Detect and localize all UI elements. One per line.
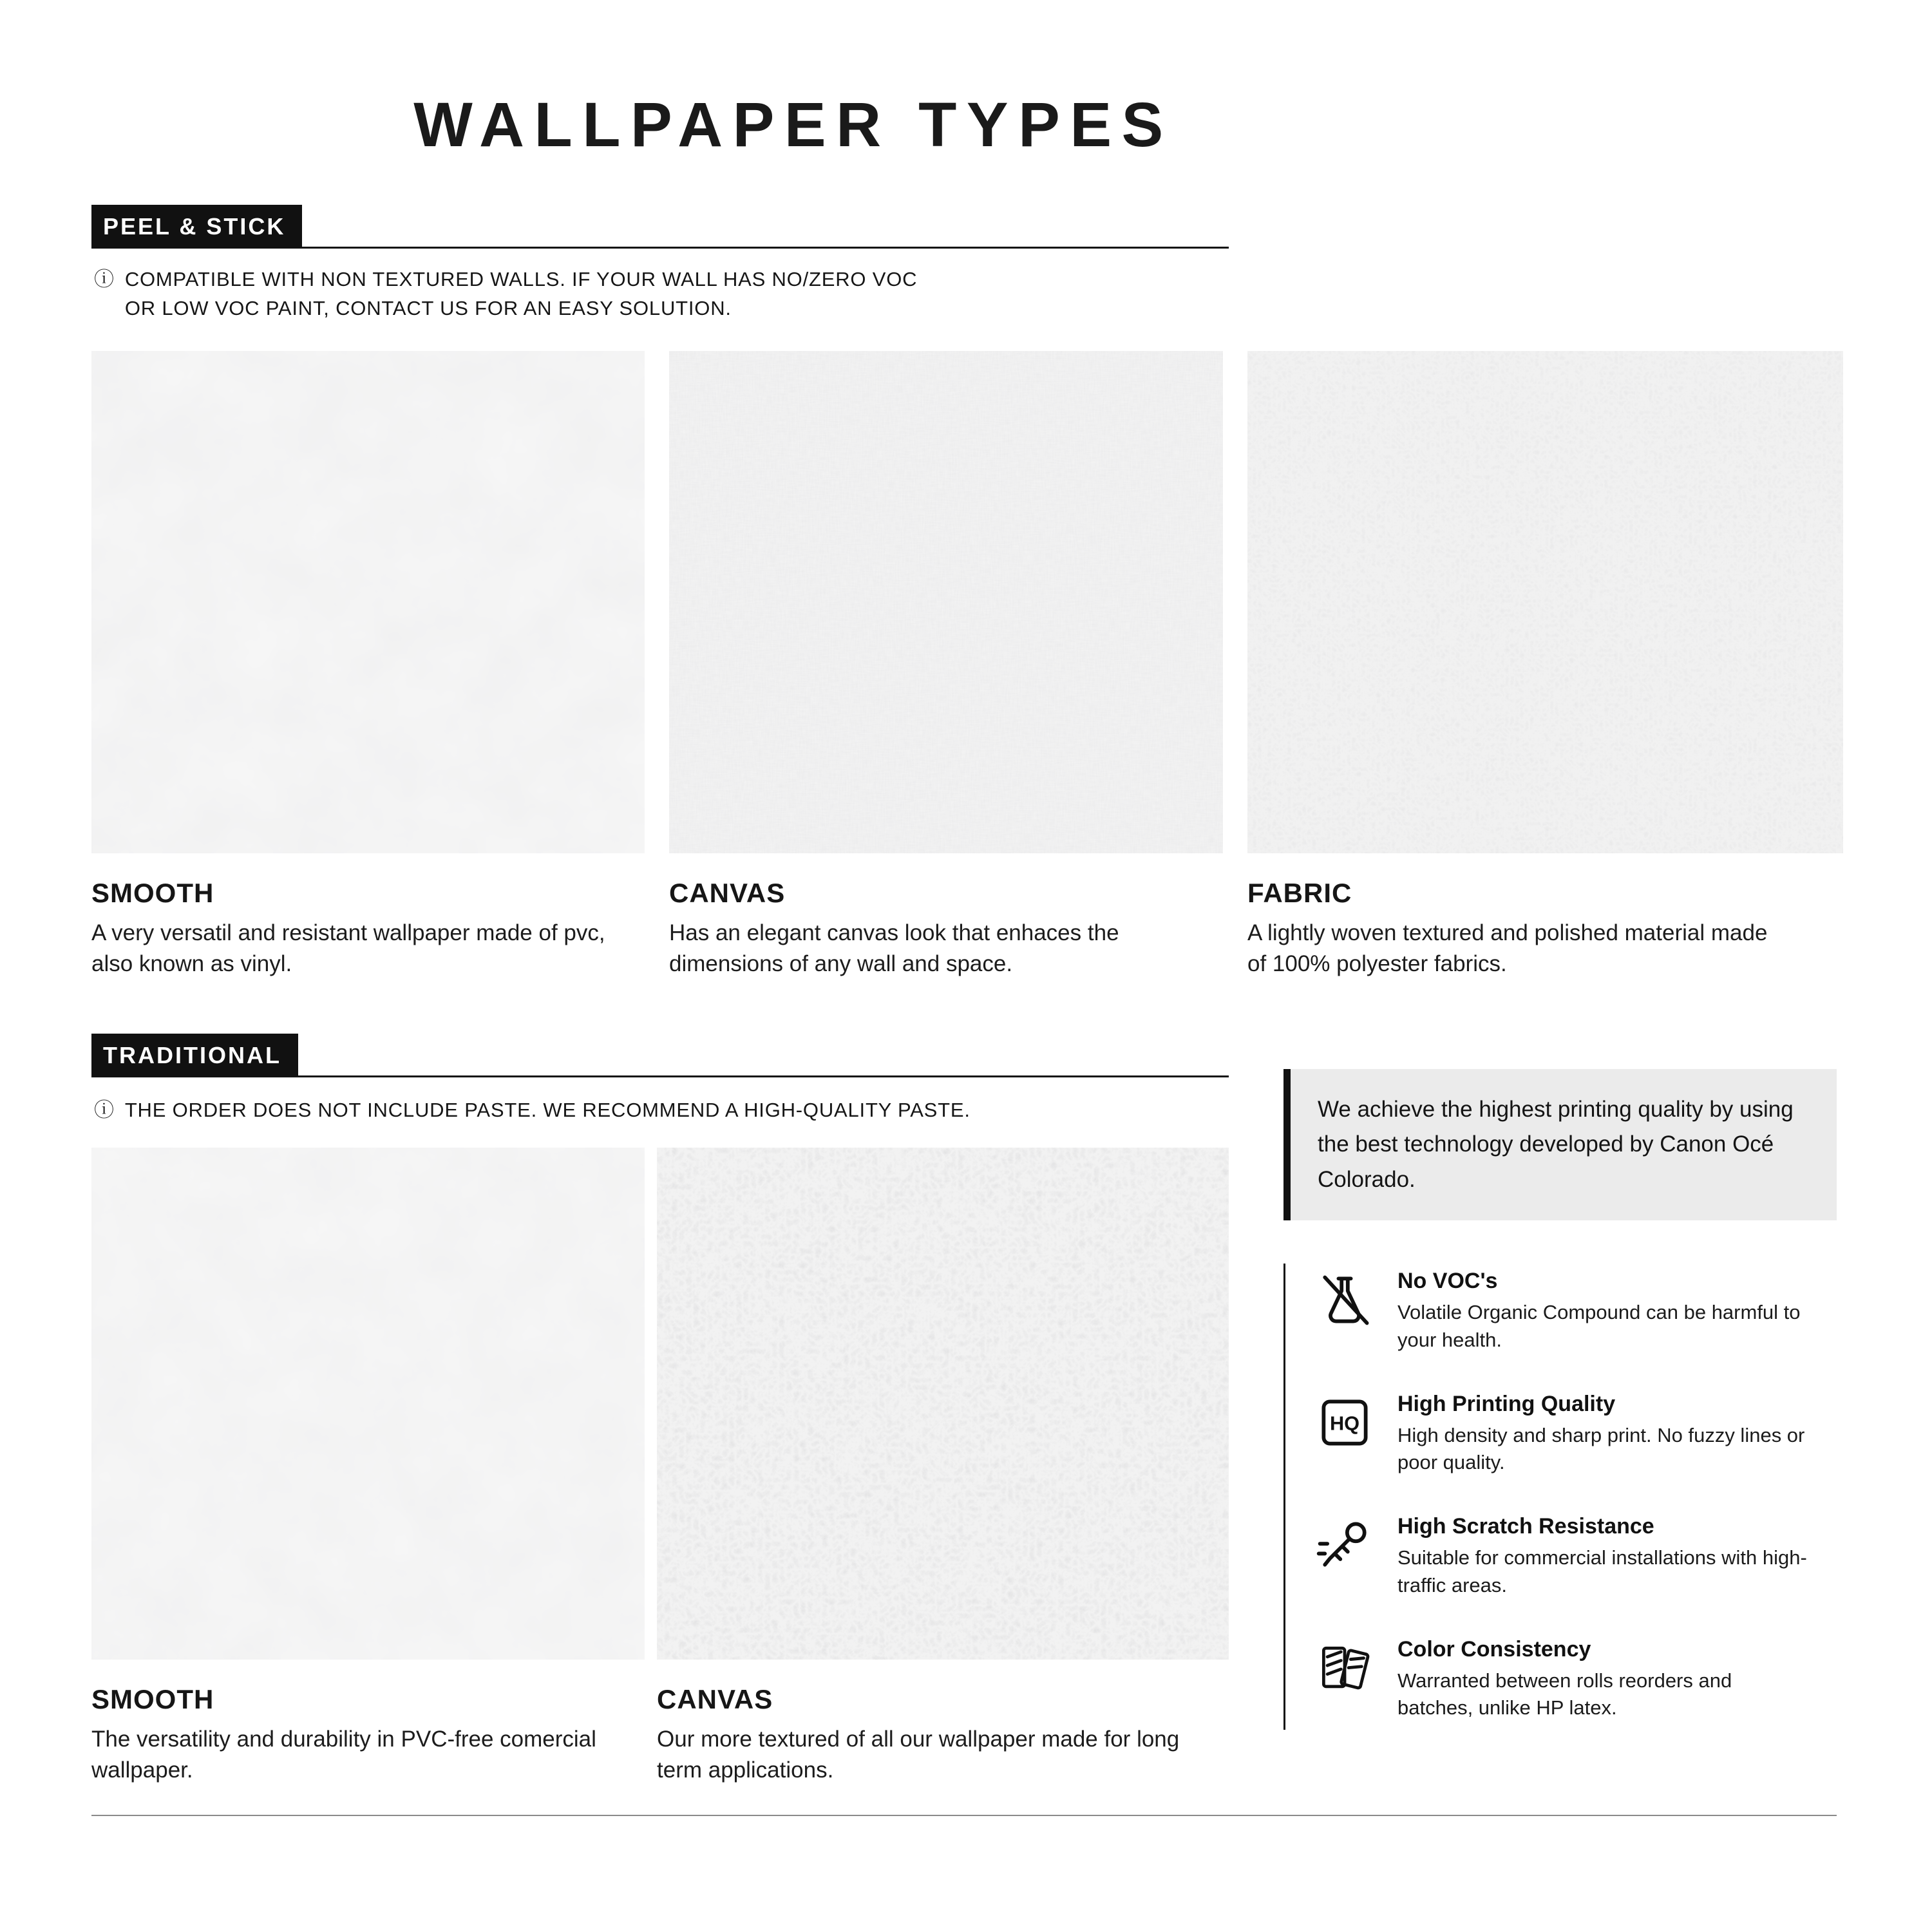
- hq-icon-label: HQ: [1329, 1412, 1360, 1435]
- feature-title: High Scratch Resistance: [1397, 1514, 1654, 1539]
- swatch-name: SMOOTH: [91, 878, 214, 908]
- info-icon: ⓘ: [94, 268, 115, 290]
- note-text-peel-stick: COMPATIBLE WITH NON TEXTURED WALLS. IF YOUR WALL HAS NO/ZERO VOC OR LOW VOC PAINT, CONTACT US FOR AN EASY SOLUTION.: [124, 268, 918, 319]
- feature-title: High Printing Quality: [1397, 1391, 1616, 1416]
- bottom-divider: [91, 1815, 1837, 1816]
- feature-desc: Volatile Organic Compound can be harmful to your health.: [1397, 1301, 1801, 1351]
- hq-icon: [1314, 1392, 1376, 1454]
- feature-high-scratch-resistance: [1285, 1514, 1837, 1600]
- key-scratch-icon: [1314, 1514, 1376, 1576]
- swatch-card-peel-smooth: [91, 351, 645, 980]
- feature-text: [1397, 1514, 1810, 1600]
- swatch-name: FABRIC: [1247, 878, 1352, 908]
- section-label-peel-stick: PEEL & STICK: [91, 205, 302, 249]
- fabric-texture-image: [1247, 351, 1843, 853]
- printing-quality-callout: [1283, 1069, 1837, 1220]
- section-label-traditional: TRADITIONAL: [91, 1034, 298, 1077]
- feature-no-voc: [1285, 1269, 1837, 1354]
- feature-high-printing-quality: [1285, 1392, 1837, 1477]
- feature-text: [1397, 1392, 1810, 1477]
- note-peel-stick: [94, 265, 951, 323]
- feature-color-consistency: [1285, 1637, 1837, 1723]
- note-traditional: [94, 1096, 1227, 1125]
- color-swatch-icon: [1314, 1637, 1376, 1699]
- feature-title: No VOC's: [1397, 1269, 1498, 1293]
- smooth-texture-image: [91, 351, 645, 853]
- feature-text: [1397, 1269, 1810, 1354]
- swatch-card-peel-fabric: [1247, 351, 1843, 980]
- peel-stick-swatch-row: [91, 351, 1843, 980]
- feature-desc: Suitable for commercial installations with high-traffic areas.: [1397, 1546, 1807, 1596]
- swatch-desc: The versatility and durability in PVC-free comercial wallpaper.: [91, 1727, 596, 1783]
- swatch-desc: Has an elegant canvas look that enhaces the dimensions of any wall and space.: [669, 920, 1119, 977]
- printing-quality-text: We achieve the highest printing quality by using the best technology developed by Canon Océ Colorado.: [1318, 1097, 1794, 1192]
- smooth-texture-image: [91, 1148, 645, 1660]
- traditional-swatch-row: [91, 1148, 1229, 1786]
- section-header-peel-stick: [91, 205, 1229, 249]
- page-title: WALLPAPER TYPES: [413, 90, 1173, 160]
- swatch-desc: A lightly woven textured and polished material made of 100% polyester fabrics.: [1247, 920, 1768, 977]
- swatch-name: CANVAS: [657, 1684, 773, 1714]
- swatch-desc: Our more textured of all our wallpaper made for long term applications.: [657, 1727, 1180, 1783]
- swatch-name: SMOOTH: [91, 1684, 214, 1714]
- note-text-traditional: THE ORDER DOES NOT INCLUDE PASTE. WE RECOMMEND A HIGH-QUALITY PASTE.: [124, 1099, 971, 1121]
- swatch-card-trad-smooth: [91, 1148, 645, 1786]
- feature-list: [1283, 1264, 1837, 1730]
- swatch-name: CANVAS: [669, 878, 786, 908]
- section-rule-peel-stick: [302, 247, 1229, 249]
- canvas-texture-image: [669, 351, 1223, 853]
- swatch-card-peel-canvas: [669, 351, 1223, 980]
- section-header-traditional: [91, 1034, 1229, 1077]
- info-icon: ⓘ: [94, 1099, 115, 1121]
- feature-desc: High density and sharp print. No fuzzy lines or poor quality.: [1397, 1423, 1805, 1474]
- swatch-desc: A very versatil and resistant wallpaper made of pvc, also known as vinyl.: [91, 920, 605, 977]
- feature-desc: Warranted between rolls reorders and batches, unlike HP latex.: [1397, 1669, 1732, 1719]
- no-voc-icon: [1314, 1269, 1376, 1331]
- swatch-card-trad-canvas: [657, 1148, 1229, 1786]
- section-rule-traditional: [298, 1075, 1229, 1077]
- feature-title: Color Consistency: [1397, 1636, 1591, 1662]
- feature-text: [1397, 1637, 1810, 1723]
- rough-canvas-texture-image: [657, 1148, 1229, 1660]
